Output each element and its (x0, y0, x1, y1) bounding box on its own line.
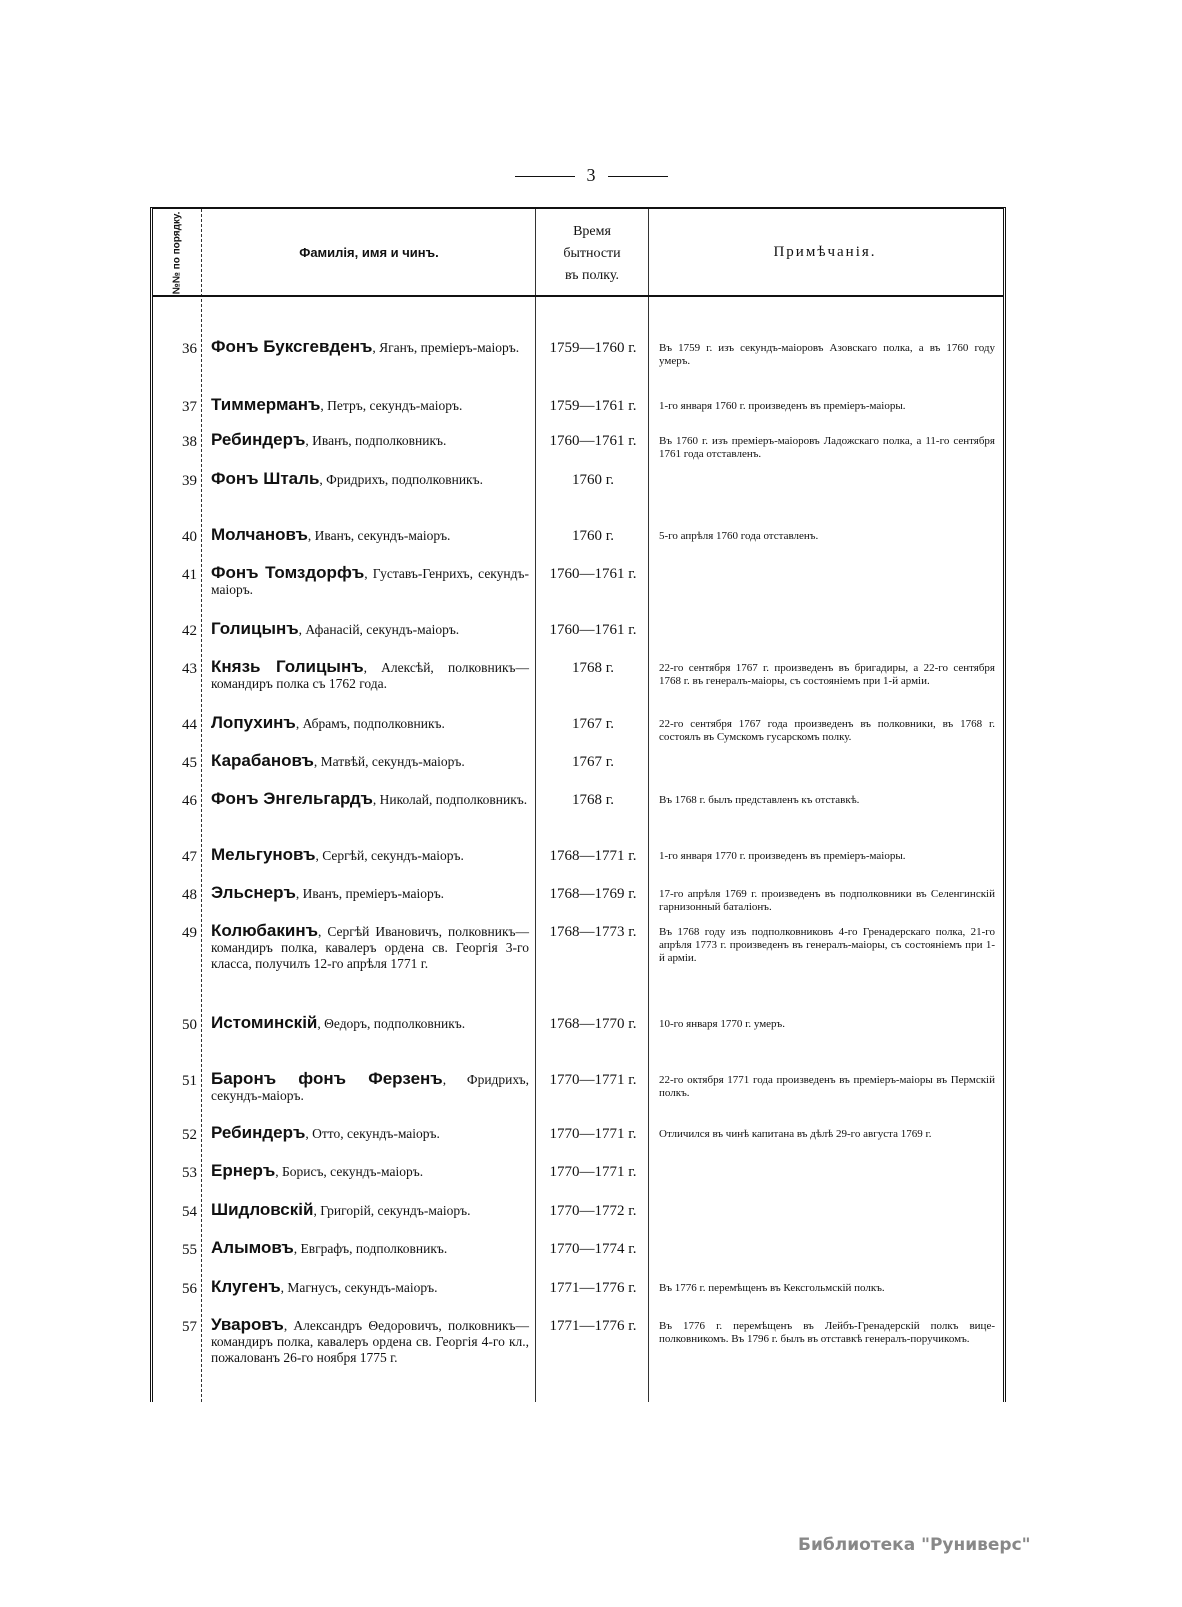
row-number: 56 (182, 1281, 197, 1297)
row-time: 1759—1760 г. (549, 340, 637, 356)
row-note: Въ 1776 г. перемѣщенъ въ Кексгольмскій полкъ. (659, 1282, 885, 1294)
surname: Колюбакинъ (211, 921, 319, 940)
row-note: 1-го января 1760 г. произведенъ въ преміеръ-маіоры. (659, 400, 906, 412)
row-time: 1760—1761 г. (549, 566, 637, 582)
row-name (211, 621, 529, 638)
row-time: 1768—1769 г. (549, 886, 637, 902)
row-time: 1759—1761 г. (549, 398, 637, 414)
name-rank: , Яганъ, преміеръ-маіоръ. (372, 340, 520, 355)
row-number: 55 (182, 1242, 197, 1258)
surname: Алымовъ (211, 1238, 294, 1257)
surname: Молчановъ (211, 525, 308, 544)
row-name (211, 847, 529, 864)
name-rank: , Фридрихъ, секундъ-маіоръ. (211, 1072, 529, 1103)
row-name (211, 1071, 529, 1104)
name-rank: , Иванъ, преміеръ-маіоръ. (295, 886, 445, 901)
row-time: 1771—1776 г. (549, 1280, 637, 1296)
name-rank: , Николай, подполковникъ. (372, 792, 528, 807)
row-note: 1-го января 1770 г. произведенъ въ преміеръ-маіоры. (659, 850, 906, 862)
surname: Карабановъ (211, 751, 314, 770)
column-divider (648, 209, 649, 1402)
surname: Баронъ фонъ Ферзенъ (211, 1069, 443, 1088)
surname: Фонъ Томздорфъ (211, 563, 365, 582)
row-number: 50 (182, 1017, 197, 1033)
row-name (211, 1317, 529, 1366)
row-name (211, 565, 529, 598)
row-time: 1767 г. (572, 716, 614, 732)
row-time: 1760 г. (572, 472, 614, 488)
row-note: 17-го апрѣля 1769 г. произведенъ въ подполковники въ Селенгинскій гарнизонный баталіонъ. (659, 888, 995, 913)
row-number: 39 (182, 473, 197, 489)
row-name (211, 659, 529, 692)
name-rank: , Иванъ, подполковникъ. (305, 433, 447, 448)
surname: Шидловскій (211, 1200, 314, 1219)
name-rank: , Фридрихъ, подполковникъ. (319, 472, 483, 487)
row-name (211, 715, 529, 732)
name-rank: , Александръ Θедоровичъ, полковникъ—командиръ полка, кавалеръ ордена св. Георгія 4-го кл., пожалованъ 26-го ноября 1775 г. (211, 1318, 529, 1365)
row-time: 1770—1771 г. (549, 1072, 637, 1088)
row-note: Въ 1760 г. изъ преміеръ-маіоровъ Ладожскаго полка, а 11-го сентября 1761 года отставленъ. (659, 435, 995, 460)
row-name (211, 397, 529, 414)
row-note: Въ 1759 г. изъ секундъ-маіоровъ Азовскаго полка, а въ 1760 году умеръ. (659, 342, 995, 367)
name-rank: , Θедоръ, подполковникъ. (317, 1016, 466, 1031)
name-rank: , Григорій, секундъ-маіоръ. (313, 1203, 471, 1218)
row-note: 22-го октября 1771 года произведенъ въ преміеръ-маіоры въ Пермскій полкъ. (659, 1074, 995, 1099)
row-name (211, 471, 529, 488)
surname: Фонъ Буксгевденъ (211, 337, 373, 356)
row-name (211, 527, 529, 544)
row-name (211, 1015, 529, 1032)
surname: Тиммерманъ (211, 395, 321, 414)
row-name (211, 432, 529, 449)
library-watermark: Библиотека "Руниверс" (798, 1535, 1031, 1555)
name-rank: , Густавъ-Генрихъ, секундъ-маіоръ. (211, 566, 529, 597)
row-time: 1768—1770 г. (549, 1016, 637, 1032)
name-rank: , Петръ, секундъ-маіоръ. (320, 398, 463, 413)
name-rank: , Отто, секундъ-маіоръ. (305, 1126, 440, 1141)
row-number: 49 (182, 925, 197, 941)
name-rank: , Абрамъ, подполковникъ. (295, 716, 445, 731)
header-time: Время бытности въ полку. (563, 224, 621, 283)
row-number: 51 (182, 1073, 197, 1089)
row-time: 1760 г. (572, 528, 614, 544)
row-time: 1768—1771 г. (549, 848, 637, 864)
row-number: 37 (182, 399, 197, 415)
row-name (211, 339, 529, 356)
row-number: 57 (182, 1319, 197, 1335)
row-note: Въ 1768 году изъ подполковниковъ 4-го Гренадерскаго полка, 21-го апрѣля 1773 г. произведенъ въ генералъ-маіоры, съ состояніемъ при 1-й арміи. (659, 926, 995, 964)
row-name (211, 1125, 529, 1142)
surname: Голицынъ (211, 619, 299, 638)
surname: Ребиндеръ (211, 430, 306, 449)
row-time: 1770—1774 г. (549, 1241, 637, 1257)
row-name (211, 791, 529, 808)
row-name (211, 1279, 529, 1296)
row-time: 1760—1761 г. (549, 622, 637, 638)
row-number: 52 (182, 1127, 197, 1143)
row-note: Отличился въ чинѣ капитана въ дѣлѣ 29-го августа 1769 г. (659, 1128, 932, 1140)
row-time: 1767 г. (572, 754, 614, 770)
row-time: 1768 г. (572, 792, 614, 808)
column-divider (201, 209, 202, 1402)
surname: Фонъ Шталь (211, 469, 320, 488)
row-time: 1771—1776 г. (549, 1318, 637, 1334)
row-time: 1770—1772 г. (549, 1203, 637, 1219)
row-time: 1770—1771 г. (549, 1126, 637, 1142)
row-time: 1760—1761 г. (549, 433, 637, 449)
header-name: Фамилія, имя и чинъ. (299, 244, 439, 260)
surname: Ернеръ (211, 1161, 276, 1180)
row-number: 36 (182, 341, 197, 357)
row-note: 10-го января 1770 г. умеръ. (659, 1018, 785, 1030)
name-rank: , Сергѣй, секундъ-маіоръ. (315, 848, 464, 863)
surname: Клугенъ (211, 1277, 281, 1296)
row-time: 1768 г. (572, 660, 614, 676)
row-time: 1770—1771 г. (549, 1164, 637, 1180)
row-name (211, 1240, 529, 1257)
surname: Лопухинъ (211, 713, 296, 732)
row-name (211, 885, 529, 902)
row-name (211, 753, 529, 770)
row-number: 45 (182, 755, 197, 771)
row-number: 53 (182, 1165, 197, 1181)
row-name (211, 1163, 529, 1180)
name-rank: , Сергѣй Ивановичъ, полковникъ—командиръ полка, кавалеръ ордена св. Георгія 3-го класса, получилъ 12-го апрѣля 1771 г. (211, 924, 529, 971)
surname: Уваровъ (211, 1315, 284, 1334)
ornament-right (608, 176, 668, 177)
row-note: 5-го апрѣля 1760 года отставленъ. (659, 530, 819, 542)
name-rank: , Магнусъ, секундъ-маіоръ. (280, 1280, 438, 1295)
row-number: 42 (182, 623, 197, 639)
row-time: 1768—1773 г. (549, 924, 637, 940)
officers-table (150, 207, 1006, 1402)
surname: Князь Голицынъ (211, 657, 364, 676)
surname: Фонъ Энгельгардъ (211, 789, 373, 808)
row-number: 40 (182, 529, 197, 545)
row-name (211, 923, 529, 972)
name-rank: , Матвѣй, секундъ-маіоръ. (313, 754, 465, 769)
row-number: 54 (182, 1204, 197, 1220)
surname: Истоминскій (211, 1013, 318, 1032)
row-note: 22-го сентября 1767 г. произведенъ въ бригадиры, а 22-го сентября 1768 г. въ генералъ-маіоры, съ состояніемъ при 1-й арміи. (659, 662, 995, 687)
surname: Эльснеръ (211, 883, 296, 902)
name-rank: , Иванъ, секундъ-маіоръ. (307, 528, 451, 543)
row-note: Въ 1768 г. былъ представленъ къ отставкѣ. (659, 794, 860, 806)
row-number: 43 (182, 661, 197, 677)
name-rank: , Борисъ, секундъ-маіоръ. (275, 1164, 424, 1179)
row-number: 44 (182, 717, 197, 733)
name-rank: , Евграфъ, подполковникъ. (293, 1241, 448, 1256)
name-rank: , Афанасій, секундъ-маіоръ. (298, 622, 460, 637)
row-note: 22-го сентября 1767 года произведенъ въ полковники, въ 1768 г. состоялъ въ Сумскомъ гусарскомъ полку. (659, 718, 995, 743)
ornament-left (515, 176, 575, 177)
row-number: 46 (182, 793, 197, 809)
column-divider (535, 209, 536, 1402)
row-number: 38 (182, 434, 197, 450)
row-number: 47 (182, 849, 197, 865)
name-rank: , Алексѣй, полковникъ—командиръ полка съ 1762 года. (211, 660, 529, 691)
surname: Мельгуновъ (211, 845, 316, 864)
page-number: 3 (0, 165, 1182, 186)
row-number: 41 (182, 567, 197, 583)
surname: Ребиндеръ (211, 1123, 306, 1142)
row-note: Въ 1776 г. перемѣщенъ въ Лейбъ-Гренадерскій полкъ вице-полковникомъ. Въ 1796 г. былъ въ отставкѣ генералъ-поручикомъ. (659, 1320, 995, 1345)
header-notes: Примѣчанія. (773, 243, 877, 260)
row-name (211, 1202, 529, 1219)
header-number: №№ по порядку. (171, 211, 182, 295)
table-header (153, 209, 1003, 297)
row-number: 48 (182, 887, 197, 903)
